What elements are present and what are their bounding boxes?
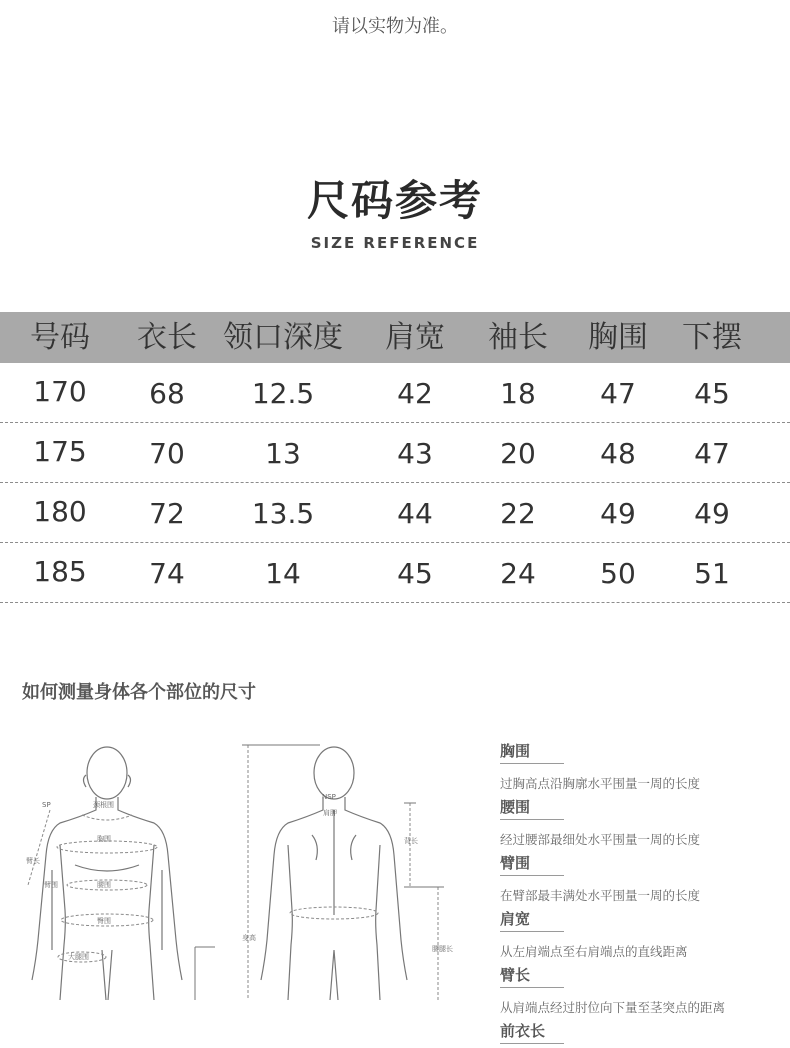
table-cell: 24 [500, 557, 536, 590]
table-cell: 13.5 [251, 497, 315, 530]
back-measure-lines [248, 745, 438, 1000]
definition-item [500, 740, 790, 792]
definition-item [500, 796, 790, 848]
definition-item [500, 852, 790, 904]
definition-text: 经过腰部最细处水平围量一周的长度 [500, 832, 701, 847]
table-cell: 170 [33, 375, 87, 408]
table-cell: 185 [33, 555, 87, 588]
label-neck: 颈根围 [93, 801, 114, 809]
table-row [0, 423, 790, 483]
label-waist: 腰围 [97, 881, 111, 889]
table-cell: 68 [149, 377, 185, 410]
measure-title: 如何测量身体各个部位的尺寸 [22, 682, 256, 703]
definition-text: 从肩端点经过肘位向下量至茎突点的距离 [500, 1000, 726, 1015]
label-upper-arm: 臂围 [44, 881, 58, 889]
label-back-length: 背长 [404, 837, 418, 845]
notice-text: 请以实物为准。 [332, 16, 458, 37]
table-cell: 74 [149, 557, 185, 590]
header-length: 衣长 [137, 320, 197, 355]
table-cell: 43 [397, 437, 433, 470]
table-cell: 70 [149, 437, 185, 470]
label-arm-length: 臂长 [26, 857, 40, 865]
section-subtitle: SIZE REFERENCE [310, 234, 480, 252]
table-cell: 50 [600, 557, 636, 590]
header-shoulder: 肩宽 [385, 320, 445, 355]
table-cell: 13 [265, 437, 301, 470]
table-cell: 49 [600, 497, 636, 530]
label-chest: 胸围 [97, 835, 111, 843]
table-cell: 49 [694, 497, 730, 530]
definition-item [500, 1020, 790, 1044]
back-measure-ticks [242, 745, 444, 887]
table-cell: 180 [33, 495, 87, 528]
measurement-definitions [500, 740, 790, 1048]
table-row [0, 483, 790, 543]
back-body-outline [261, 747, 407, 1000]
label-thigh: 大腿围 [68, 953, 89, 961]
header-chest: 胸围 [588, 320, 648, 355]
table-cell: 22 [500, 497, 536, 530]
label-waist-height: 腰腿长 [432, 945, 453, 953]
table-row [0, 543, 790, 603]
label-sp: SP [42, 801, 51, 809]
definition-text: 在臂部最丰满处水平围量一周的长度 [500, 888, 701, 903]
header-neck-depth: 领口深度 [223, 320, 343, 355]
body-measurement-figure [20, 735, 480, 1000]
definition-item [500, 964, 790, 1016]
table-cell: 18 [500, 377, 536, 410]
table-cell: 72 [149, 497, 185, 530]
header-size: 号码 [30, 320, 90, 355]
table-cell: 175 [33, 435, 87, 468]
table-cell: 47 [600, 377, 636, 410]
table-cell: 20 [500, 437, 536, 470]
section-title: 尺码参考 [306, 176, 483, 225]
label-hip: 臀围 [97, 917, 111, 925]
definition-item [500, 908, 790, 960]
label-nsp: NSP [322, 793, 336, 801]
table-cell: 47 [694, 437, 730, 470]
table-cell: 48 [600, 437, 636, 470]
front-body-outline [32, 747, 182, 1000]
table-cell: 45 [694, 377, 730, 410]
definition-term: 腰围 [500, 796, 564, 820]
definition-term: 前衣长 [500, 1020, 564, 1044]
size-table [0, 312, 790, 603]
definition-term: 臂围 [500, 852, 564, 876]
definition-term: 肩宽 [500, 908, 564, 932]
table-header [0, 312, 790, 363]
table-row [0, 363, 790, 423]
table-cell: 42 [397, 377, 433, 410]
definition-text: 从左肩端点至右肩端点的直线距离 [500, 944, 688, 959]
table-cell: 44 [397, 497, 433, 530]
table-cell: 12.5 [251, 377, 315, 410]
definition-text: 过胸高点沿胸廓水平围量一周的长度 [500, 776, 701, 791]
table-cell: 14 [265, 557, 301, 590]
table-cell: 45 [397, 557, 433, 590]
table-cell: 51 [694, 557, 730, 590]
header-hem: 下摆 [682, 320, 742, 355]
label-height: 身高 [242, 934, 256, 942]
definition-term: 胸围 [500, 740, 564, 764]
header-sleeve: 袖长 [488, 320, 548, 355]
label-back-bone: 肩胛 [323, 809, 337, 817]
definition-term: 臂长 [500, 964, 564, 988]
